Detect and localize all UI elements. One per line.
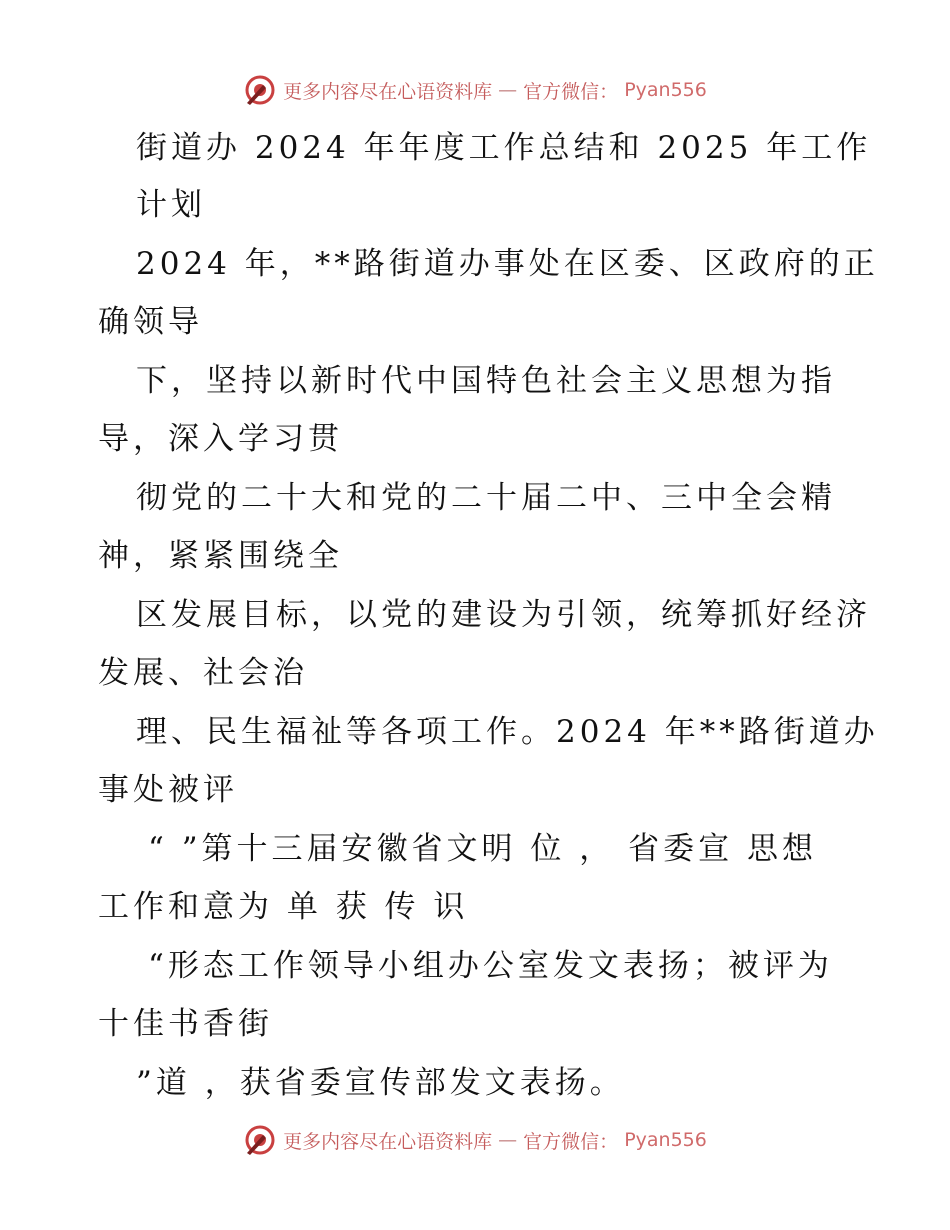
paragraph-line: “形态工作领导小组办公室发文表扬；被评为 (148, 948, 833, 984)
paragraph-line: 理、民生福祉等各项工作。2024 年**路街道办 (136, 714, 879, 750)
watermark-wechat-id: Pyan556 (624, 79, 707, 101)
paragraph-line: 确领导 (98, 304, 203, 340)
title-line: 计划 (136, 187, 206, 223)
watermark-separator: — (498, 79, 518, 101)
watermark-wechat-id: Pyan556 (624, 1129, 707, 1151)
paragraph-line: 十佳书香街 (98, 1006, 273, 1042)
paragraph-line: 区发展目标，以党的建设为引领，统筹抓好经济 (136, 597, 871, 633)
paragraph-line: 神，紧紧围绕全 (98, 538, 343, 574)
paragraph-line: 下，坚持以新时代中国特色社会主义思想为指 (136, 363, 836, 399)
watermark-text: 更多内容尽在心语资料库 (283, 80, 493, 103)
paragraph-line: 2024 年，**路街道办事处在区委、区政府的正 (136, 246, 879, 282)
pen-logo-icon (243, 73, 277, 107)
header-watermark (0, 70, 950, 110)
paragraph-line: “ ”第十三届安徽省文明 位 ， 省委宣 思想 (148, 831, 817, 867)
watermark-text: 更多内容尽在心语资料库 (283, 1130, 493, 1153)
footer-watermark (0, 1120, 950, 1160)
paragraph-line: 导，深入学习贯 (98, 421, 343, 457)
watermark-label: 官方微信： (523, 1130, 619, 1153)
paragraph-line: 事处被评 (98, 772, 238, 808)
paragraph-line: 彻党的二十大和党的二十届二中、三中全会精 (136, 480, 836, 516)
watermark-separator: — (498, 1129, 518, 1151)
paragraph-line: ”道 ，获省委宣传部发文表扬。 (136, 1065, 625, 1101)
title-line: 街道办 2024 年年度工作总结和 2025 年工作 (136, 130, 872, 166)
watermark-label: 官方微信： (523, 80, 619, 103)
pen-logo-icon (243, 1123, 277, 1157)
paragraph-line: 工作和意为 单 获 传 识 (98, 889, 469, 925)
paragraph-line: 发展、社会治 (98, 655, 308, 691)
